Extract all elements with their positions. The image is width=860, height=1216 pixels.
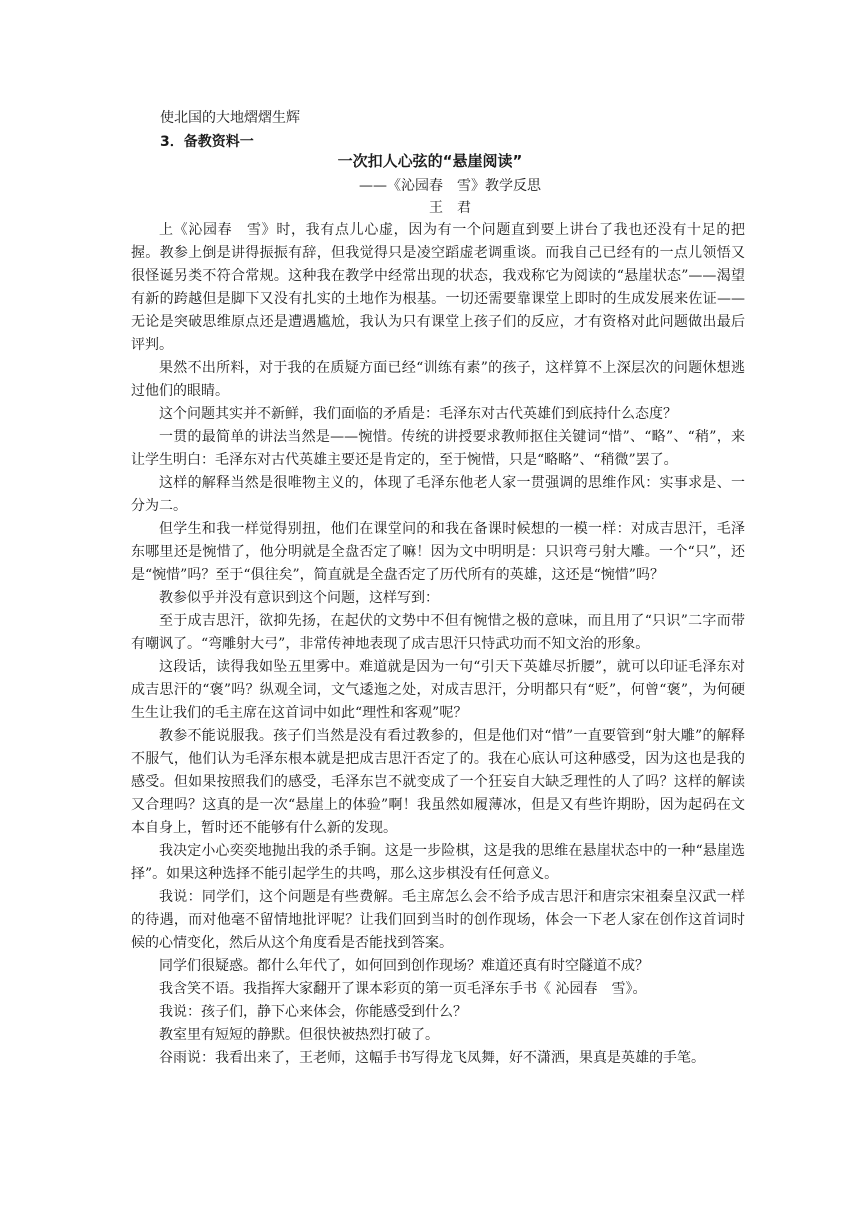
paragraph: 我含笑不语。我指挥大家翻开了课本彩页的第一页毛泽东手书《 沁园春 雪》。	[159, 981, 647, 997]
paragraph: 教参似乎并没有意识到这个问题，这样写到：	[159, 590, 439, 606]
article-author: 王 君	[429, 200, 471, 216]
paragraph: 谷雨说：我看出来了，王老师，这幅手书写得龙飞凤舞，好不潇洒，果真是英雄的手笔。	[159, 1050, 705, 1066]
article-title: 一次扣人心弦的“悬崖阅读”	[337, 152, 523, 170]
paragraph: 上《沁园春 雪》时，我有点儿心虚，因为有一个问题直到要上讲台了我也还没有十足的把握。教参上倒是讲得振振有辞，但我觉得只是凌空蹈虚老调重谈。而我自己已经有的一点儿领悟又很怪诞另类不符合常规。这种我在教学中经常出现的状态，我戏称它为阅读的“悬崖状态”——渴望有新的跨越但是脚下又没有扎实的土地作为根基。一切还需要靠课堂上即时的生成发展来佐证——无论是突破思维原点还是遭遇尴尬，我认为只有课堂上孩子们的反应，才有资格对此问题做出最后评判。	[131, 222, 745, 353]
paragraph: 这个问题其实并不新鲜，我们面临的矛盾是：毛泽东对古代英雄们到底持什么态度？	[159, 406, 677, 422]
paragraph: 果然不出所料，对于我的在质疑方面已经“训练有素”的孩子，这样算不上深层次的问题休想逃过他们的眼睛。	[131, 360, 745, 399]
poem-closing-line: 使北国的大地熠熠生辉	[160, 110, 300, 126]
paragraph: 我决定小心奕奕地抛出我的杀手锏。这是一步险棋，这是我的思维在悬崖状态中的一种“悬崖选择”。如果这种选择不能引起学生的共鸣，那么这步棋没有任何意义。	[131, 843, 745, 882]
paragraph: 我说：孩子们，静下心来体会，你能感受到什么？	[159, 1004, 467, 1020]
section-heading: 3．备教资料一	[160, 134, 254, 150]
paragraph: 这样的解释当然是很唯物主义的，体现了毛泽东他老人家一贯强调的思维作风：实事求是、一分为二。	[131, 475, 745, 514]
paragraph: 同学们很疑惑。都什么年代了，如何回到创作现场？难道还真有时空隧道不成？	[159, 958, 649, 974]
article-subtitle: ——《沁园春 雪》教学反思	[359, 178, 541, 194]
paragraph: 这段话，读得我如坠五里雾中。难道就是因为一句“引天下英雄尽折腰”，就可以印证毛泽东对成吉思汗的“褒”吗？纵观全词，文气逶迤之处，对成吉思汗，分明都只有“贬”，何曾“褒”，为何硬生生让我们的毛主席在这首词中如此“理性和客观”呢？	[131, 659, 745, 721]
paragraph: 至于成吉思汗，欲抑先扬，在起伏的文势中不但有惋惜之极的意味，而且用了“只识”二字而带有嘲讽了。“弯雕射大弓”，非常传神地表现了成吉思汗只恃武功而不知文治的形象。	[131, 613, 745, 652]
article-body	[131, 219, 745, 1070]
paragraph: 但学生和我一样觉得别扭，他们在课堂问的和我在备课时候想的一模一样：对成吉思汗，毛泽东哪里还是惋惜了，他分明就是全盘否定了嘛！因为文中明明是：只识弯弓射大雕。一个“只”，还是“惋惜”吗？至于“俱往矣”，简直就是全盘否定了历代所有的英雄，这还是“惋惜”吗？	[131, 521, 745, 583]
paragraph: 我说：同学们，这个问题是有些费解。毛主席怎么会不给予成吉思汗和唐宗宋祖秦皇汉武一样的待遇，而对他毫不留情地批评呢？让我们回到当时的创作现场，体会一下老人家在创作这首词时候的心情变化，然后从这个角度看是否能找到答案。	[131, 889, 745, 951]
paragraph: 一贯的最简单的讲法当然是——惋惜。传统的讲授要求教师抠住关键词“惜”、“略”、“稍”，来让学生明白：毛泽东对古代英雄主要还是肯定的，至于惋惜，只是“略略”、“稍微”罢了。	[131, 429, 745, 468]
paragraph: 教室里有短短的静默。但很快被热烈打破了。	[159, 1027, 439, 1043]
paragraph: 教参不能说服我。孩子们当然是没有看过教参的，但是他们对“惜”一直要管到“射大雕”的解释不服气，他们认为毛泽东根本就是把成吉思汗否定了的。我在心底认可这种感受，因为这也是我的感受。但如果按照我们的感受，毛泽东岂不就变成了一个狂妄自大缺乏理性的人了吗？这样的解读又合理吗？这真的是一次“悬崖上的体验”啊！我虽然如履薄冰，但是又有些许期盼，因为起码在文本自身上，暂时还不能够有什么新的发现。	[131, 728, 745, 836]
